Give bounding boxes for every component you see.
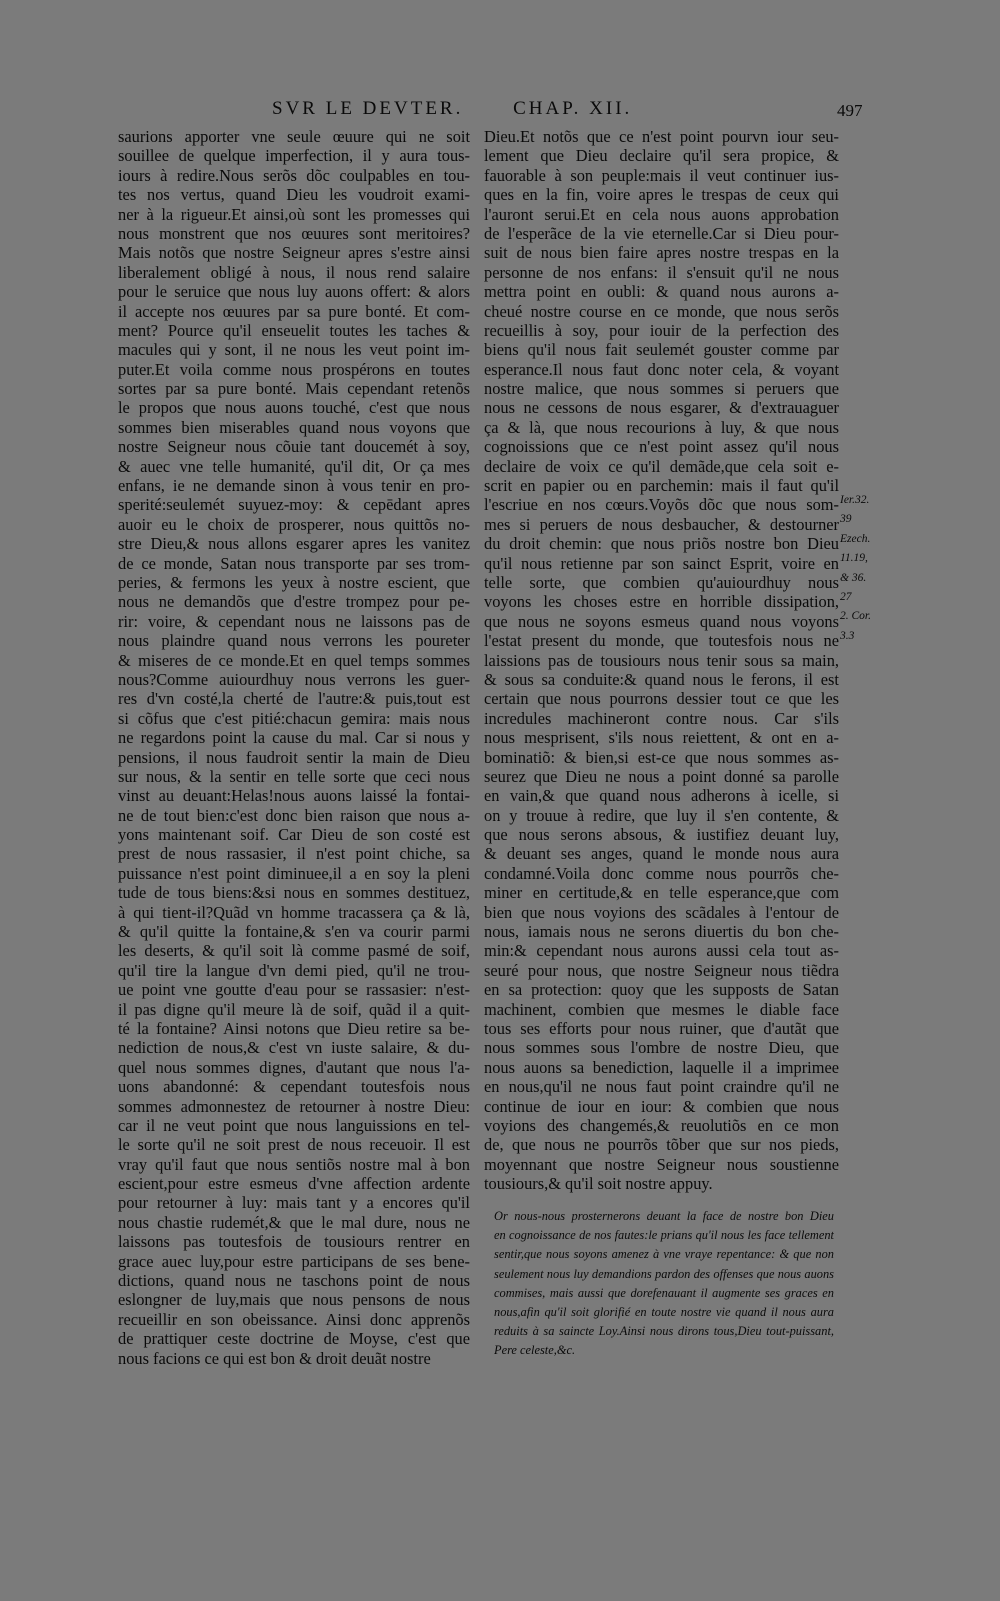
text-line: mes si peruers de nous desbaucher, & destourner	[484, 514, 839, 534]
text-line: & deuant ses anges, quand le monde nous aura	[484, 844, 839, 864]
text-line: l'auront serui.Et en cela nous auons approbation	[484, 204, 839, 224]
text-line: du droit chemin: que nous priõs nostre bon Dieu	[484, 534, 839, 554]
text-line: laissons pas toutesfois de tousiours rentrer en	[118, 1232, 470, 1252]
prayer-line: commises, mais aussi que dorefenauant il augmente ses graces en	[494, 1285, 834, 1300]
text-line: saurions apporter vne seule œuure qui ne soit	[118, 127, 470, 146]
text-line: en nous,qu'il ne nous faut point craindre qu'il ne	[484, 1077, 839, 1097]
text-line: lement que Dieu declaire qu'il sera propice, &	[484, 146, 839, 166]
text-line: il accepte nos œuures par sa pure bonté. Et com-	[118, 301, 470, 321]
text-line: puissance n'est point diminuee,il a en soy la pleni	[118, 863, 470, 883]
text-line: souillee de quelque imperfection, il y aura tous-	[118, 146, 470, 166]
margin-reference: 2. Cor.	[840, 610, 871, 623]
running-head	[272, 98, 872, 120]
page-number: 497	[837, 101, 863, 120]
text-line: Dieu.Et notõs que ce n'est point pourvn iour seu-	[484, 127, 839, 146]
text-line: grace auec luy,pour estre participans de ses bene-	[118, 1251, 470, 1271]
text-line: cognoissions que ce n'est point assez qu'il nous	[484, 437, 839, 457]
text-line: esperance.Il nous faut donc noter cela, & voyant	[484, 359, 839, 379]
text-line: ue point vne goutte d'eau pour se rassasier: n'est-	[118, 980, 470, 1000]
text-line: laissions pas de tousiours nous tenir sous sa main,	[484, 650, 839, 670]
text-line: nostre Seigneur nous cõuie tant doucemét à soy,	[118, 437, 470, 457]
prayer-line: Pere celeste,&c.	[494, 1343, 576, 1358]
text-line: escient,pour estre esmeus d'vne affection ardente	[118, 1174, 470, 1194]
text-line: tous ses efforts pour nous ruiner, que d'autãt que	[484, 1018, 839, 1038]
text-line: ques en la fin, voire apres le trespas de ceux qui	[484, 185, 839, 205]
margin-reference: 11.19,	[840, 552, 868, 565]
prayer-line: en cognoissance de nos fautes:le prians qu'il nous les face tellement	[494, 1228, 834, 1243]
text-line: telle sorte, que combien qu'auiourdhuy nous	[484, 572, 839, 592]
text-line: pour retourner à luy: mais tant y a encores qu'il	[118, 1193, 470, 1213]
text-line: mettra point en oubli: & quand nous aurons a-	[484, 282, 839, 302]
text-line: recueillis à soy, pour iouir de la perfection des	[484, 320, 839, 340]
text-line: liberalement obligé à nous, il nous rend salaire	[118, 262, 470, 282]
text-line: en vain,& que quand nous adherons à icelle, si	[484, 786, 839, 806]
closing-prayer	[494, 1207, 834, 1361]
text-line: nostre malice, que nous sommes si peruers que	[484, 379, 839, 399]
text-line: moyennant que nostre Seigneur nous soustienne	[484, 1154, 839, 1174]
text-line: le sorte qu'il ne soit prest de nous receuoir. Il est	[118, 1135, 470, 1155]
text-line: scrit en papier ou en parchemin: mais il faut qu'il	[484, 476, 839, 496]
text-line: pour le seruice que nous luy auons offert: & alors	[118, 282, 470, 302]
text-line: recueillir en son obeissance. Ainsi donc apprenõs	[118, 1309, 470, 1329]
text-line: ça & là, que nous recourions à luy, & que nous	[484, 417, 839, 437]
text-line: car il ne veut point que nous languissions en tel-	[118, 1115, 470, 1135]
text-line: nous sommes sous l'ombre de nostre Dieu, que	[484, 1038, 839, 1058]
chapter-heading: CHAP. XII.	[513, 98, 633, 119]
text-line: sperité:seulemét suyuez-moy: & cepēdant apres	[118, 495, 470, 515]
text-line: ner à la rigueur.Et ainsi,où sont les promesses qui	[118, 204, 470, 224]
text-line: de prattiquer ceste doctrine de Moyse, c'est que	[118, 1329, 470, 1349]
text-line: nous ne demandõs que d'estre trompez pour pe-	[118, 592, 470, 612]
text-line: certain que nous pourrons dessier tout ce que les	[484, 689, 839, 709]
text-line: miner en certitude,& en telle esperance,que com	[484, 883, 839, 903]
text-line: uons abandonné: & cependant toutesfois nous	[118, 1077, 470, 1097]
margin-reference: Ezech.	[840, 532, 871, 545]
text-line: si cõfus que c'est pitié:chacun gemira: mais nous	[118, 708, 470, 728]
text-line: yons maintenant soif. Car Dieu de son costé est	[118, 825, 470, 845]
text-line: nous chastie rudemét,& que le mal dure, nous ne	[118, 1212, 470, 1232]
text-line: vinst au deuant:Helas!nous auons laissé la fontai-	[118, 786, 470, 806]
text-line: stre Dieu,& nous allons esgarer apres les vanitez	[118, 534, 470, 554]
text-line: prest de nous rassasier, il n'est point chiche, sa	[118, 844, 470, 864]
text-line: & miseres de ce monde.Et en quel temps sommes	[118, 650, 470, 670]
text-line: ne regardons point la cause du mal. Car si nous y	[118, 728, 470, 748]
text-line: ne de tout bien:c'est donc bien raison que nous a-	[118, 805, 470, 825]
text-line: ment? Pource qu'il enseuelit toutes les taches &	[118, 320, 470, 340]
right-text-column	[484, 127, 839, 1193]
text-line: fauorable à son peuple:mais il veut continuer ius-	[484, 165, 839, 185]
text-line: rir: voire, & cependant nous ne laissons pas de	[118, 611, 470, 631]
text-line: peries, & fermons les yeux à nostre escient, que	[118, 572, 470, 592]
left-text-column	[118, 127, 470, 1368]
prayer-line: sentir,que nous soyons amenez à vne vraye repentance: & que non	[494, 1247, 834, 1262]
text-line: qu'il tire la langue d'vn demi pied, qu'il ne trou-	[118, 960, 470, 980]
prayer-line: Or nous-nous prosternerons deuant la face de nostre bon Dieu	[494, 1209, 834, 1223]
text-line: sommes admonnestez de retourner à nostre Dieu:	[118, 1096, 470, 1116]
text-line: dictions, quand nous ne taschons point de nous	[118, 1271, 470, 1291]
text-line: en sa protection: quoy que les supposts de Satan	[484, 980, 839, 1000]
text-line: que nous serons absous, & iustifiez deuant luy,	[484, 825, 839, 845]
text-line: seuré pour nous, que nostre Seigneur nous tiẽdra	[484, 960, 839, 980]
text-line: personne de nos enfans: il s'ensuit qu'il ne nous	[484, 262, 839, 282]
text-line: qu'il nous retienne par son sainct Esprit, voire en	[484, 553, 839, 573]
text-line: & sous sa conduite:& quand nous le ferons, il est	[484, 669, 839, 689]
text-line: enfans, ie ne demande sinon à vous tenir en pro-	[118, 476, 470, 496]
text-line: seurez que Dieu ne nous a point donné sa parolle	[484, 766, 839, 786]
text-line: & auec vne telle humanité, qu'il dit, Or ça mes	[118, 456, 470, 476]
text-line: & qu'il quitte la fontaine,& s'en va courir parmi	[118, 922, 470, 942]
margin-reference: Ier.32.	[840, 494, 870, 506]
text-line: cheué nostre course en ce monde, que nous serõs	[484, 301, 839, 321]
text-line: incredules machineront contre nous. Car s'ils	[484, 708, 839, 728]
text-line: declaire de voix ce qu'il demãde,que cela soit e-	[484, 456, 839, 476]
text-line: que nous ne soyons esmeus quand nous voyons	[484, 611, 839, 631]
text-line: sortes par sa pure bonté. Mais cependant retenõs	[118, 379, 470, 399]
margin-references	[840, 491, 880, 646]
text-line: nous, iamais nous ne serons diuertis du bon che-	[484, 922, 839, 942]
text-line: voyons les choses estre en horrible dissipation,	[484, 592, 839, 612]
text-line: nous ne cessons de nous esgarer, & d'extrauaguer	[484, 398, 839, 418]
text-line: macules qui y sont, il ne nous les veut point im-	[118, 340, 470, 360]
text-line: machinent, combien que mesmes le diable face	[484, 999, 839, 1019]
text-line: condamné.Voila donc comme nous pourrõs che-	[484, 863, 839, 883]
text-line: l'escriue en nos cœurs.Voyõs dõc que nous som-	[484, 495, 839, 515]
text-line: voyions des changemés,& reuolutiõs en ce mon	[484, 1115, 839, 1135]
margin-reference: 3.3	[840, 629, 855, 642]
text-line: nous plaindre quand nous verrons les poureter	[118, 631, 470, 651]
margin-reference: 27	[840, 590, 852, 603]
text-line: auoir eu le choix de prosperer, nous quittõs no-	[118, 514, 470, 534]
text-line: quel nous sommes dignes, d'autant que nous l'a-	[118, 1057, 470, 1077]
text-line: nous auons sa benediction, laquelle il a imprimee	[484, 1057, 839, 1077]
text-line: il pas digne qu'il meure là de soif, quãd il a quit-	[118, 999, 470, 1019]
text-line: de ce monde, Satan nous transporte par ses trom-	[118, 553, 470, 573]
prayer-line: seulement nous luy demandions pardon des offenses que nous auons	[494, 1266, 834, 1281]
text-line: tude de tous biens:&si nous en sommes destituez,	[118, 883, 470, 903]
text-line: eslongner de luy,mais que nous pensons de nous	[118, 1290, 470, 1310]
text-line: tousiours,& qu'il soit nostre appuy.	[484, 1174, 713, 1194]
text-line: bominatiõ: & bien,si est-ce que nous sommes as-	[484, 747, 839, 767]
text-line: nous monstrent que nos œuures sont meritoires?	[118, 223, 470, 243]
text-line: continue de iour en iour: & combien que nous	[484, 1096, 839, 1116]
text-line: res d'vn costé,la cherté de l'autre:& puis,tout est	[118, 689, 470, 709]
prayer-line: nous,afin qu'il soit glorifié en toute nostre vie quand il nous aura	[494, 1304, 834, 1319]
text-line: suit de nous bien faire apres nostre trespas en la	[484, 243, 839, 263]
text-line: iours à redire.Nous serõs dõc coulpables en tou-	[118, 165, 470, 185]
text-line: on y trouue à redire, que luy il s'en contente, &	[484, 805, 839, 825]
text-line: le propos que nous auons touché, c'est que nous	[118, 398, 470, 418]
text-line: min:& cependant nous aurons aussi cela tout as-	[484, 941, 839, 961]
text-line: l'estat present du monde, que toutesfois nous ne	[484, 631, 839, 651]
text-line: nous?Comme auiourdhuy nous verrons les guer-	[118, 669, 470, 689]
text-line: à qui tient-il?Quãd vn homme tracassera ça & là,	[118, 902, 470, 922]
text-line: biens qu'il nous fait seulemét gouster comme par	[484, 340, 839, 360]
text-line: sur nous, & la sentir en telle sorte que ceci nous	[118, 766, 470, 786]
running-title: SVR LE DEVTER.	[272, 98, 464, 119]
margin-reference: & 36.	[840, 571, 867, 584]
text-line: puter.Et voila comme nous prospérons en toutes	[118, 359, 470, 379]
text-line: vray qu'il faut que nous sentiõs nostre mal à bon	[118, 1154, 470, 1174]
text-line: té la fontaine? Ainsi notons que Dieu retire sa be-	[118, 1018, 470, 1038]
text-line: tes nos vertus, quand Dieu les voudroit exami-	[118, 185, 470, 205]
text-line: pensions, il nous faudroit sentir la main de Dieu	[118, 747, 470, 767]
text-line: de l'esperãce de la vie eternelle.Car si Dieu pour-	[484, 223, 839, 243]
margin-reference: 39	[840, 513, 852, 526]
text-line: nediction de nous,& c'est vn iuste salaire, & du-	[118, 1038, 470, 1058]
text-line: sommes bien miserables quand nous voyons que	[118, 417, 470, 437]
text-line: nous mesprisent, s'ils nous reiettent, & ont en a-	[484, 728, 839, 748]
text-line: nous facions ce qui est bon & droit deuãt nostre	[118, 1348, 431, 1368]
text-line: bien que nous voyions des scãdales à l'entour de	[484, 902, 839, 922]
text-line: Mais notõs que nostre Seigneur apres s'estre ainsi	[118, 243, 470, 263]
prayer-line: reduits à sa saincte Loy.Ainsi nous dirons tous,Dieu tout-puissant,	[494, 1324, 834, 1339]
text-line: de, que nous ne pourrõs tõber que sur nos pieds,	[484, 1135, 839, 1155]
text-line: les deserts, & qu'il soit là comme pasmé de soif,	[118, 941, 470, 961]
